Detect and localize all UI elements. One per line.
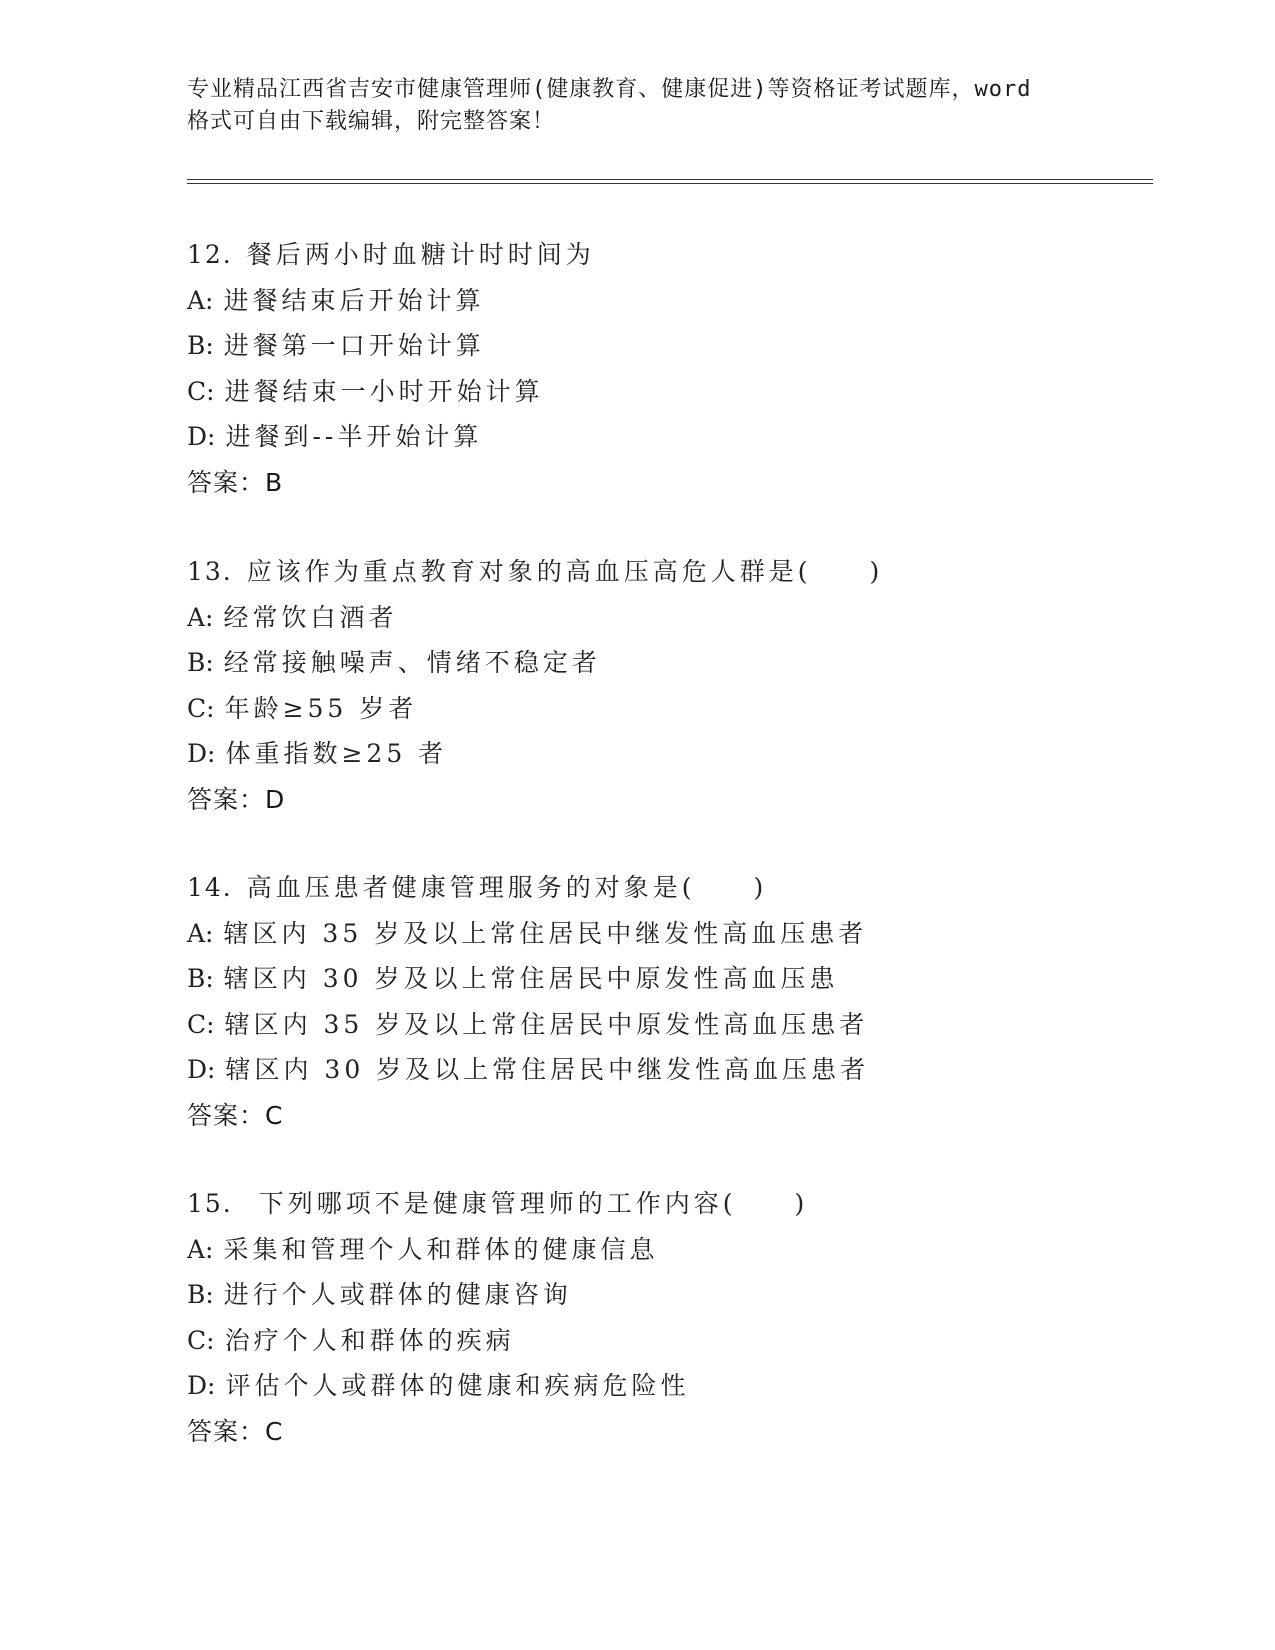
- option-key: C:: [187, 376, 215, 406]
- option-text: 进餐到--半开始计算: [225, 422, 483, 451]
- option-d: [187, 731, 1167, 777]
- question-number: 15.: [187, 1189, 233, 1218]
- option-c: [187, 1318, 1167, 1364]
- option-d: [187, 414, 1167, 460]
- option-text: 辖区内 30 岁及以上常住居民中继发性高血压患者: [225, 1055, 870, 1084]
- header-divider-bottom: [187, 183, 1153, 184]
- option-c: [187, 686, 1167, 732]
- option-text: 经常接触噪声、情绪不稳定者: [223, 648, 601, 677]
- option-a: [187, 1227, 1167, 1273]
- option-key: A:: [187, 1234, 214, 1264]
- option-key: A:: [187, 918, 214, 948]
- option-text: 采集和管理个人和群体的健康信息: [223, 1234, 659, 1264]
- option-key: C:: [187, 1325, 215, 1355]
- question-text: 下列哪项不是健康管理师的工作内容( ): [246, 1189, 809, 1218]
- option-key: D:: [187, 1371, 216, 1400]
- answer-label: 答案：C: [187, 1416, 284, 1446]
- question-13: [187, 549, 1167, 822]
- question-number: 14.: [187, 873, 233, 902]
- option-key: C:: [187, 693, 215, 723]
- question-number: 13.: [187, 557, 233, 586]
- option-text: 进餐结束一小时开始计算: [224, 376, 544, 406]
- question-number: 12.: [187, 240, 233, 269]
- option-d: [187, 1047, 1167, 1093]
- option-text: 进餐第一口开始计算: [223, 331, 485, 360]
- option-text: 评估个人或群体的健康和疾病危险性: [225, 1371, 690, 1400]
- option-text: 进行个人或群体的健康咨询: [223, 1280, 572, 1309]
- option-c: [187, 369, 1167, 415]
- option-b: [187, 1272, 1167, 1318]
- question-stem: [187, 1181, 1167, 1227]
- option-text: 辖区内 35 岁及以上常住居民中原发性高血压患者: [224, 1009, 869, 1039]
- option-a: [187, 595, 1167, 641]
- option-text: 经常饮白酒者: [223, 602, 398, 632]
- option-key: A:: [187, 285, 214, 315]
- option-text: 进餐结束后开始计算: [223, 285, 485, 315]
- question-stem: [187, 865, 1167, 911]
- option-text: 辖区内 30 岁及以上常住居民中原发性高血压患: [223, 964, 839, 993]
- option-key: D:: [187, 739, 216, 768]
- option-c: [187, 1002, 1167, 1048]
- option-key: B:: [187, 964, 214, 993]
- question-stem: [187, 232, 1167, 278]
- option-b: [187, 640, 1167, 686]
- question-stem: [187, 549, 1167, 595]
- question-15: [187, 1181, 1167, 1454]
- question-14: [187, 865, 1167, 1138]
- question-text: 应该作为重点教育对象的高血压高危人群是( ): [246, 557, 884, 586]
- option-a: [187, 278, 1167, 324]
- option-text: 体重指数≥25 者: [225, 739, 448, 768]
- option-key: B:: [187, 331, 214, 360]
- header-line-2: 格式可自由下载编辑，附完整答案！: [187, 109, 556, 134]
- question-12: [187, 232, 1167, 505]
- option-text: 辖区内 35 岁及以上常住居民中继发性高血压患者: [223, 918, 868, 948]
- option-text: 年龄≥55 岁者: [224, 693, 418, 723]
- option-key: B:: [187, 648, 214, 677]
- question-text: 餐后两小时血糖计时时间为: [246, 240, 595, 269]
- option-key: A:: [187, 602, 214, 632]
- option-b: [187, 956, 1167, 1002]
- header-divider-top: [187, 179, 1153, 180]
- option-b: [187, 323, 1167, 369]
- option-key: C:: [187, 1009, 215, 1039]
- answer-label: 答案：C: [187, 1100, 284, 1130]
- document-header: [187, 74, 1087, 138]
- option-d: [187, 1363, 1167, 1409]
- option-key: B:: [187, 1280, 214, 1309]
- answer-label: 答案：D: [187, 784, 286, 814]
- question-text: 高血压患者健康管理服务的对象是( ): [246, 873, 768, 902]
- header-line-1: 专业精品江西省吉安市健康管理师(健康教育、健康促进)等资格证考试题库，word: [187, 77, 1032, 102]
- option-text: 治疗个人和群体的疾病: [224, 1325, 515, 1355]
- option-key: D:: [187, 1055, 216, 1084]
- answer-label: 答案：B: [187, 467, 284, 497]
- option-a: [187, 911, 1167, 957]
- option-key: D:: [187, 422, 216, 451]
